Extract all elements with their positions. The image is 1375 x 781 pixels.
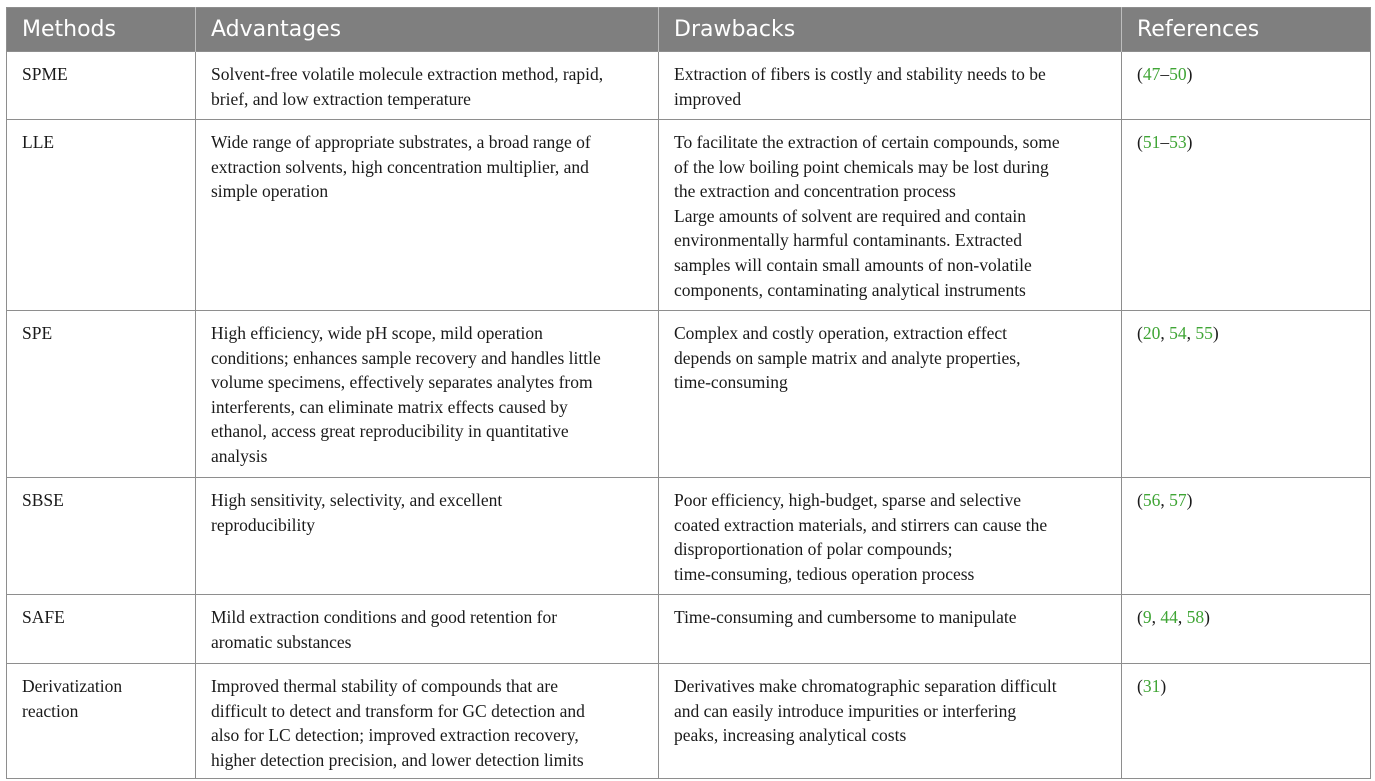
drawbacks-text: Time-consuming and cumbersome to manipulate [674,607,1017,627]
drawbacks-cell [659,664,1122,779]
ref-paren: ( [1137,676,1143,696]
drawbacks-cell [659,311,1122,478]
ref-paren: ( [1137,607,1143,627]
drawbacks-text: Extraction of fibers is costly and stability needs to be improved [674,64,1046,109]
drawbacks-text: Poor efficiency, high-budget, sparse and selective coated extraction materials, and stirrers can cause the disproportionation of polar compounds; time-consuming, tedious operation process [674,490,1048,584]
advantages-cell [196,120,659,311]
reference-link[interactable]: 57 [1169,490,1187,510]
ref-paren: ) [1204,607,1210,627]
ref-separator: , [1160,490,1170,510]
ref-paren: ) [1212,323,1219,343]
references-cell [1122,52,1371,120]
ref-paren: ( [1137,64,1143,84]
reference-link[interactable]: 54 [1169,323,1187,343]
ref-paren: ( [1137,132,1143,152]
table-row [7,595,1371,664]
ref-paren: ) [1186,64,1193,84]
advantages-text: Improved thermal stability of compounds that are difficult to detect and transform for GC detection and also for LC detection; improved extraction recovery, higher detection precision, and lower detection limits [211,676,585,770]
method-name: LLE [22,132,55,152]
advantages-cell [196,595,659,664]
method-cell [7,595,196,664]
references-cell [1122,595,1371,664]
ref-paren: ( [1137,323,1143,343]
method-cell [7,664,196,779]
advantages-cell [196,52,659,120]
method-name: SPME [22,64,68,84]
references-cell [1122,311,1371,478]
ref-separator: – [1160,64,1170,84]
method-cell [7,311,196,478]
ref-paren: ) [1186,490,1193,510]
ref-paren: ( [1137,490,1143,510]
table-row [7,478,1371,595]
reference-link[interactable]: 55 [1195,323,1213,343]
extraction-methods-table [6,7,1371,779]
ref-separator: – [1160,132,1170,152]
drawbacks-cell [659,52,1122,120]
header-advantages: Advantages [196,8,659,52]
references-cell [1122,664,1371,779]
method-cell [7,52,196,120]
method-name: Derivatization reaction [22,676,123,721]
advantages-cell [196,478,659,595]
reference-link[interactable]: 9 [1142,607,1152,627]
reference-link[interactable]: 31 [1142,676,1161,696]
reference-link[interactable]: 56 [1142,490,1161,510]
ref-separator: , [1186,323,1196,343]
advantages-text: Solvent-free volatile molecule extraction method, rapid, brief, and low extraction temperature [211,64,604,109]
ref-paren: ) [1186,132,1193,152]
reference-link[interactable]: 53 [1169,132,1187,152]
drawbacks-text: Derivatives make chromatographic separation difficult and can easily introduce impurities or interfering peaks, increasing analytical costs [674,676,1057,746]
ref-separator: , [1160,323,1170,343]
table-row [7,120,1371,311]
advantages-text: Wide range of appropriate substrates, a broad range of extraction solvents, high concentration multiplier, and simple operation [211,132,591,202]
references-cell [1122,120,1371,311]
header-drawbacks: Drawbacks [659,8,1122,52]
advantages-cell [196,664,659,779]
reference-link[interactable]: 44 [1160,607,1178,627]
method-cell [7,478,196,595]
drawbacks-cell [659,478,1122,595]
table-row [7,52,1371,120]
table-row [7,664,1371,779]
table-header [7,8,1371,52]
comparison-table-container [6,7,1370,779]
references-cell [1122,478,1371,595]
ref-paren: ) [1160,676,1167,696]
method-name: SPE [22,323,53,343]
drawbacks-cell [659,595,1122,664]
method-cell [7,120,196,311]
advantages-cell [196,311,659,478]
reference-link[interactable]: 51 [1142,132,1161,152]
drawbacks-text: Complex and costly operation, extraction effect depends on sample matrix and analyte properties, time-consuming [674,323,1021,393]
header-references: References [1122,8,1371,52]
table-row [7,311,1371,478]
advantages-text: High sensitivity, selectivity, and excellent reproducibility [211,490,503,535]
header-row [7,8,1371,52]
header-methods: Methods [7,8,196,52]
ref-separator: , [1177,607,1187,627]
table-body [7,52,1371,779]
advantages-text: High efficiency, wide pH scope, mild operation conditions; enhances sample recovery and handles little volume specimens, effectively separates analytes from interferents, can eliminate matrix effects caused by ethanol, access great reproducibility in quantitative analysis [211,323,601,466]
ref-separator: , [1151,607,1161,627]
reference-link[interactable]: 20 [1142,323,1161,343]
reference-link[interactable]: 50 [1169,64,1187,84]
advantages-text: Mild extraction conditions and good retention for aromatic substances [211,607,558,652]
drawbacks-cell [659,120,1122,311]
method-name: SAFE [22,607,65,627]
reference-link[interactable]: 58 [1186,607,1205,627]
method-name: SBSE [22,490,64,510]
drawbacks-text: To facilitate the extraction of certain compounds, some of the low boiling point chemicals may be lost during the extraction and concentration process Large amounts of solvent are required and contain environmentally harmful contaminants. Extracted samples will contain small amounts of non-volatile components, contaminating analytical instruments [674,132,1060,300]
reference-link[interactable]: 47 [1142,64,1161,84]
